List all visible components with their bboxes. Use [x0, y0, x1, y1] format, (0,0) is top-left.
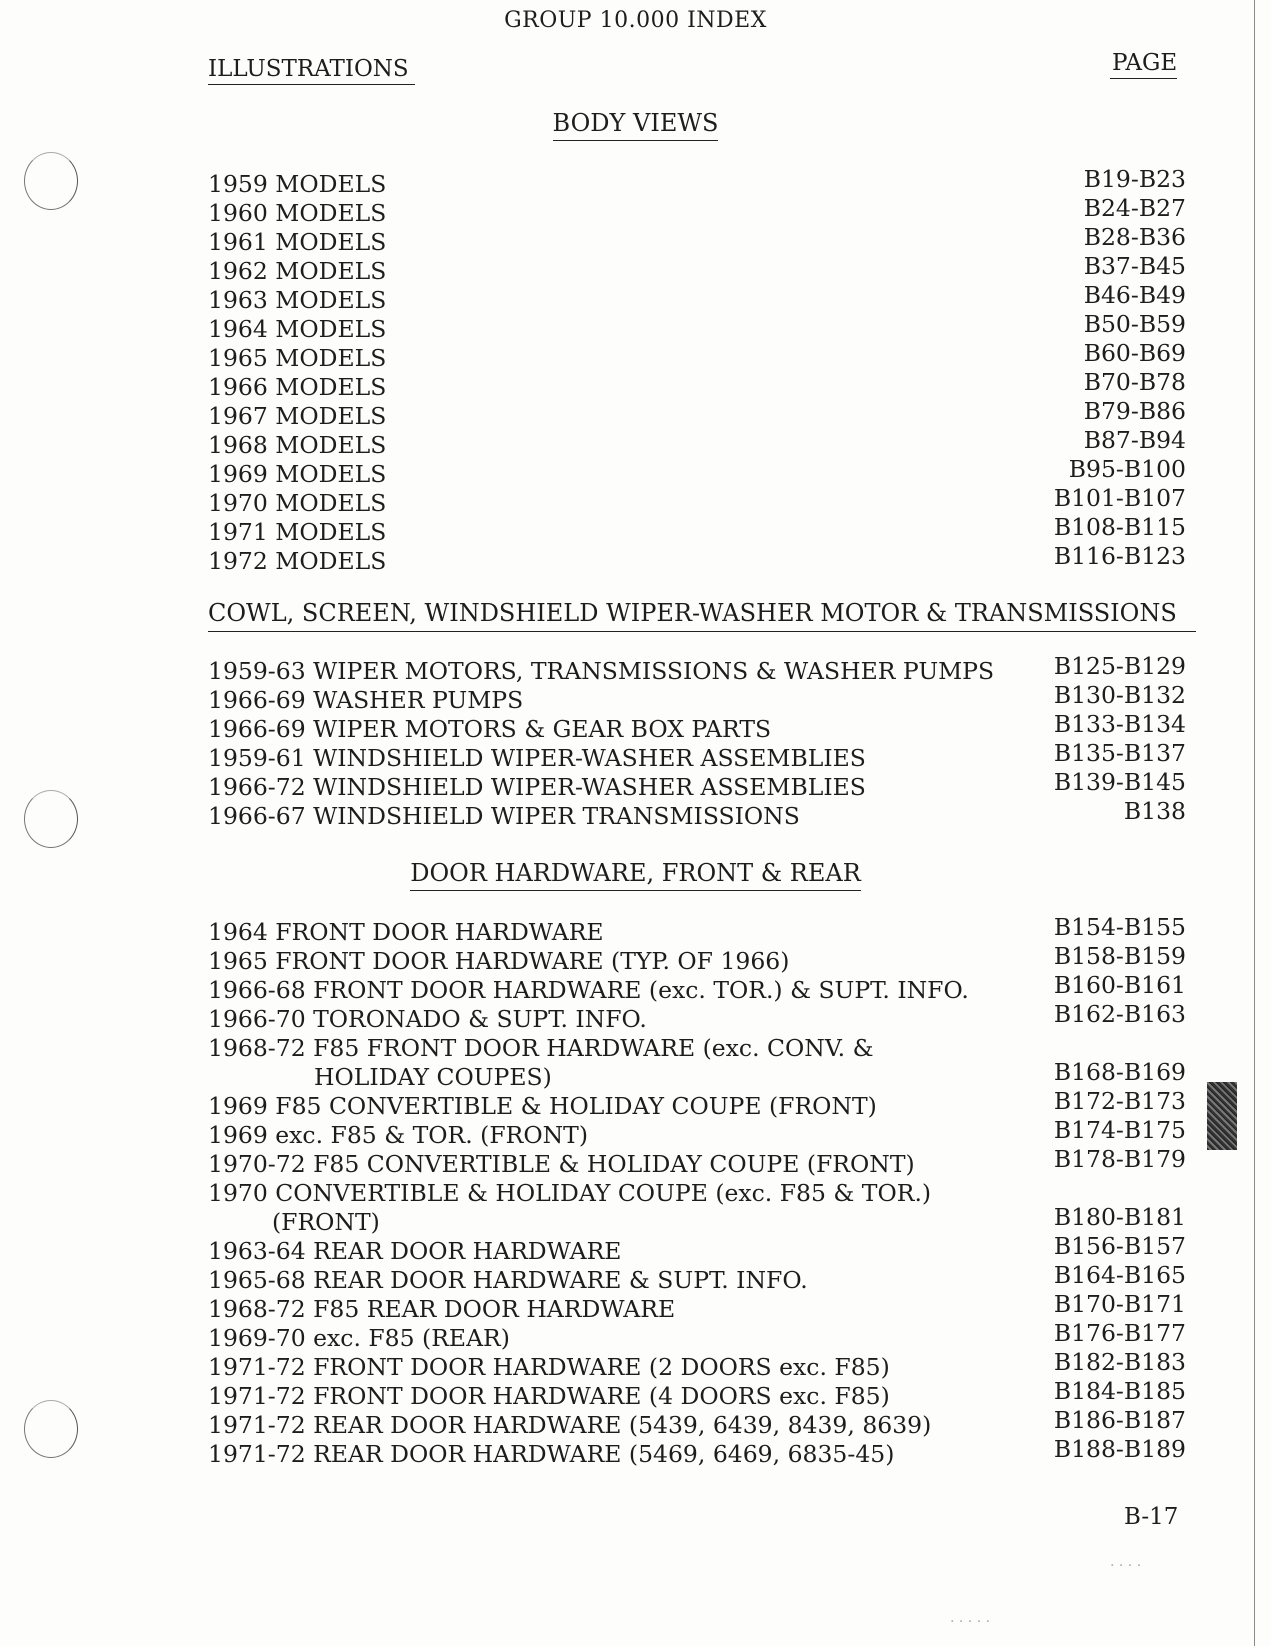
column-header-illustrations: ILLUSTRATIONS: [208, 56, 415, 85]
index-row-page: B70-B78: [1083, 368, 1186, 396]
index-row: [208, 513, 1186, 547]
index-row: [208, 739, 1186, 773]
index-row-page: B139-B145: [1053, 768, 1186, 796]
index-row-page: B24-B27: [1083, 194, 1186, 222]
index-row-page: B186-B187: [1053, 1406, 1186, 1434]
index-row-page: B170-B171: [1053, 1290, 1186, 1318]
index-row: [208, 681, 1186, 715]
index-row-label: 1965-68 REAR DOOR HARDWARE & SUPT. INFO.: [208, 1266, 808, 1294]
index-row-label: 1966-67 WINDSHIELD WIPER TRANSMISSIONS: [208, 802, 800, 830]
index-row-page: B162-B163: [1053, 1000, 1186, 1028]
index-row-page: B19-B23: [1083, 165, 1186, 193]
index-row: [208, 1290, 1186, 1324]
index-row-page: B37-B45: [1083, 252, 1186, 280]
index-row: [208, 455, 1186, 489]
index-row-label: 1959 MODELS: [208, 170, 387, 198]
index-row: [208, 397, 1186, 431]
column-header-page: PAGE: [1110, 50, 1177, 79]
page-title: GROUP 10.000 INDEX: [504, 8, 767, 33]
index-row-page: B164-B165: [1053, 1261, 1186, 1289]
index-row: [208, 1319, 1186, 1353]
index-row: [208, 652, 1186, 686]
index-row-label: 1966-72 WINDSHIELD WIPER-WASHER ASSEMBLIES: [208, 773, 866, 801]
index-row-label: 1964 FRONT DOOR HARDWARE: [208, 918, 604, 946]
section-door-hardware: [208, 913, 1186, 1469]
index-row-page: B125-B129: [1053, 652, 1186, 680]
index-row: [208, 223, 1186, 257]
index-row-label: 1966-68 FRONT DOOR HARDWARE (exc. TOR.) & SUPT. INFO.: [208, 976, 969, 1004]
index-row-page: B101-B107: [1053, 484, 1186, 512]
index-row-label: 1965 FRONT DOOR HARDWARE (TYP. OF 1966): [208, 947, 790, 975]
index-row: [208, 1203, 1186, 1237]
index-row-label: 1968 MODELS: [208, 431, 387, 459]
index-row: [208, 310, 1186, 344]
index-row: [208, 1000, 1186, 1034]
scan-smudge: · · · ·: [1110, 1558, 1142, 1574]
section-title-cowl-wiper: COWL, SCREEN, WINDSHIELD WIPER-WASHER MOTOR & TRANSMISSIONS: [208, 601, 1196, 632]
index-row-page: B182-B183: [1053, 1348, 1186, 1376]
index-row: [208, 542, 1186, 576]
index-row: [208, 1435, 1186, 1469]
index-row-label: 1970 MODELS: [208, 489, 387, 517]
index-row-page: B108-B115: [1053, 513, 1186, 541]
index-row-page: B87-B94: [1083, 426, 1186, 454]
index-row: [208, 1232, 1186, 1266]
index-row: [208, 942, 1186, 976]
index-row-label: 1964 MODELS: [208, 315, 387, 343]
index-row: [208, 1034, 1186, 1063]
punch-hole-top: [24, 152, 78, 210]
index-row: [208, 368, 1186, 402]
index-row: [208, 1179, 1186, 1208]
index-row-page: B138: [1123, 797, 1186, 825]
index-row-label: 1967 MODELS: [208, 402, 387, 430]
index-row-label: 1971-72 FRONT DOOR HARDWARE (4 DOORS exc. F85): [208, 1382, 890, 1410]
index-row: [208, 710, 1186, 744]
index-row-page: B60-B69: [1083, 339, 1186, 367]
index-row-label: 1959-61 WINDSHIELD WIPER-WASHER ASSEMBLIES: [208, 744, 866, 772]
index-row: [208, 252, 1186, 286]
punch-hole-bottom: [24, 1400, 78, 1458]
index-row-page: B46-B49: [1083, 281, 1186, 309]
index-row-label: 1963-64 REAR DOOR HARDWARE: [208, 1237, 622, 1265]
index-tab-mark: [1207, 1082, 1237, 1150]
page-edge: [1254, 0, 1255, 1646]
index-row-page: B135-B137: [1053, 739, 1186, 767]
index-row-page: B178-B179: [1053, 1145, 1186, 1173]
index-row-page: B50-B59: [1083, 310, 1186, 338]
index-row-page: B180-B181: [1053, 1203, 1186, 1231]
index-row: [208, 339, 1186, 373]
index-row: [208, 913, 1186, 947]
index-row-page: B156-B157: [1053, 1232, 1186, 1260]
index-row-label: 1969 F85 CONVERTIBLE & HOLIDAY COUPE (FRONT): [208, 1092, 877, 1120]
index-row-label: 1959-63 WIPER MOTORS, TRANSMISSIONS & WASHER PUMPS: [208, 657, 995, 685]
index-row: [208, 194, 1186, 228]
punch-hole-middle: [24, 790, 78, 848]
section-cowl-wiper: [208, 652, 1186, 831]
index-row-page: B168-B169: [1053, 1058, 1186, 1086]
index-row-label: 1969-70 exc. F85 (REAR): [208, 1324, 510, 1352]
index-row-page: B116-B123: [1053, 542, 1186, 570]
index-row-page: B154-B155: [1053, 913, 1186, 941]
index-row-page: B176-B177: [1053, 1319, 1186, 1347]
section-title-body-views: BODY VIEWS: [0, 111, 1271, 135]
index-row-label: 1972 MODELS: [208, 547, 387, 575]
index-row: [208, 1348, 1186, 1382]
index-row-label: 1966-69 WIPER MOTORS & GEAR BOX PARTS: [208, 715, 772, 743]
index-row: [208, 281, 1186, 315]
index-row: [208, 1261, 1186, 1295]
index-row-page: B184-B185: [1053, 1377, 1186, 1405]
index-row-page: B172-B173: [1053, 1087, 1186, 1115]
index-row: [208, 1087, 1186, 1121]
index-row-label: 1960 MODELS: [208, 199, 387, 227]
index-row: [208, 1058, 1186, 1092]
index-row: [208, 768, 1186, 802]
index-row-label: 1966-70 TORONADO & SUPT. INFO.: [208, 1005, 647, 1033]
index-row-label: 1969 MODELS: [208, 460, 387, 488]
index-row-page: B28-B36: [1083, 223, 1186, 251]
index-row-label: 1963 MODELS: [208, 286, 387, 314]
index-row-label: 1962 MODELS: [208, 257, 387, 285]
index-row-label: 1966-69 WASHER PUMPS: [208, 686, 524, 714]
page-number: B-17: [1124, 1504, 1179, 1530]
index-row-page: B133-B134: [1053, 710, 1186, 738]
index-row-page: B130-B132: [1053, 681, 1186, 709]
index-row-label: HOLIDAY COUPES): [314, 1063, 552, 1091]
index-row: [208, 1406, 1186, 1440]
section-body-views: [208, 165, 1186, 576]
index-row-page: B188-B189: [1053, 1435, 1186, 1463]
section-title-door-hardware: DOOR HARDWARE, FRONT & REAR: [0, 861, 1271, 885]
index-row-page: B160-B161: [1053, 971, 1186, 999]
index-row-label: 1971-72 REAR DOOR HARDWARE (5469, 6469, 6835-45): [208, 1440, 895, 1468]
index-row-label: 1971-72 REAR DOOR HARDWARE (5439, 6439, 8439, 8639): [208, 1411, 932, 1439]
index-row-page: B174-B175: [1053, 1116, 1186, 1144]
index-row-page: B95-B100: [1068, 455, 1186, 483]
index-row-label: 1961 MODELS: [208, 228, 387, 256]
index-row-label: 1971-72 FRONT DOOR HARDWARE (2 DOORS exc. F85): [208, 1353, 890, 1381]
index-row-label: 1971 MODELS: [208, 518, 387, 546]
index-row-label: 1970-72 F85 CONVERTIBLE & HOLIDAY COUPE (FRONT): [208, 1150, 915, 1178]
index-row-page: B79-B86: [1083, 397, 1186, 425]
scan-dots: . . . . .: [950, 1610, 991, 1626]
index-row: [208, 165, 1186, 199]
index-row: [208, 426, 1186, 460]
index-row-label: 1965 MODELS: [208, 344, 387, 372]
index-row-label: 1968-72 F85 REAR DOOR HARDWARE: [208, 1295, 676, 1323]
index-row: [208, 971, 1186, 1005]
index-row-label: 1966 MODELS: [208, 373, 387, 401]
index-row-label: 1970 CONVERTIBLE & HOLIDAY COUPE (exc. F85 & TOR.): [208, 1179, 932, 1207]
index-row: [208, 797, 1186, 831]
index-row-label: 1968-72 F85 FRONT DOOR HARDWARE (exc. CONV. &: [208, 1034, 874, 1062]
index-row: [208, 1145, 1186, 1179]
index-row-label: (FRONT): [272, 1208, 380, 1236]
index-row: [208, 1116, 1186, 1150]
index-row: [208, 484, 1186, 518]
index-row: [208, 1377, 1186, 1411]
index-row-page: B158-B159: [1053, 942, 1186, 970]
index-row-label: 1969 exc. F85 & TOR. (FRONT): [208, 1121, 589, 1149]
